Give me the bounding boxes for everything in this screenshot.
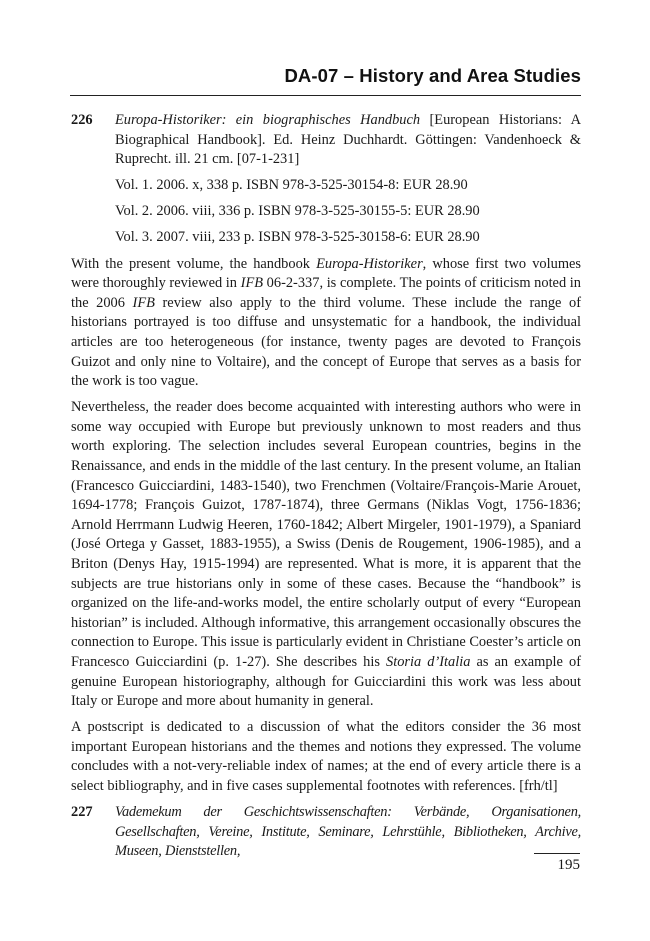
- entry-226: [71, 111, 581, 248]
- page-number: 195: [557, 857, 580, 873]
- citation-details: [European Historians: A Biographical Handbook]. Ed. Heinz Duchhardt. Göttingen: Vandenhoeck & Ruprecht. ill. 21 cm. [07-1-231]: [115, 112, 581, 168]
- review-journal-ref: IFB: [132, 294, 155, 311]
- volume-line: Vol. 1. 2006. x, 338 p. ISBN 978-3-525-30154-8: EUR 28.90: [115, 177, 468, 194]
- section-title: DA-07 – History and Area Studies: [284, 65, 581, 86]
- review-paragraph: A postscript is dedicated to a discussion of what the editors consider the 36 most important European historians and the themes and notions they expressed. The volume concludes with a not-very-reliable index of names; at the end of every article there is a select bibliography, and in five cases supplemental footnotes with references. [frh/tl]: [71, 719, 581, 794]
- entry-227: [71, 803, 581, 862]
- page-content: [71, 111, 581, 862]
- review-text: Nevertheless, the reader does become acquainted with interesting authors who were in some way occupied with Europe but previously unknown to most readers and thus worth exploring. The selection includes several European countries, begins in the Renaissance, and ends in the middle of the last century. In the present volume, an Italian (Francesco Guicciardini, 1483-1540), two Frenchmen (Voltaire/François-Marie Arouet, 1694-1778; François Guizot, 1787-1874), three Germans (Niklas Vogt, 1756-1836; Arnold Herrmann Ludwig Heeren, 1760-1842; Albert Mirgeler, 1901-1979), a Spaniard (José Ortega y Gasset, 1883-1955), a Swiss (Denis de Rougement, 1906-1985), and a Briton (Denys Hay, 1915-1994) are represented. What is more, it is apparent that the subjects are true historians only in some of these cases. Because the “handbook” is organized on the life-and-works model, the entire scholarly output of every “European historian” is included. Although informative, this arrangement occasionally obscures the connection to Europe. This issue is particularly evident in Christiane Coester’s article on Francesco Guicciardini (p. 1-27). She describes his: [71, 399, 581, 670]
- running-head: [70, 65, 581, 87]
- citation-title: Europa-Historiker: ein biographisches Handbuch: [115, 112, 421, 128]
- review-title-ref: Europa-Historiker: [316, 255, 423, 272]
- review-text: review also apply to the third volume. These include the range of historians portrayed is too diffuse and unsystematic for a handbook, the individual articles are too heterogeneous (for instance, twenty pages are devoted to François Guizot and only nine to Voltaire), and the concept of Europe that serves as a basis for the work is too vague.: [71, 294, 581, 390]
- review-text: as an example of genuine European historiography, although for Guicciardini this work was less about Italy or Europe and more about humanity in general.: [71, 653, 581, 710]
- review-title-ref: Storia d’Italia: [386, 653, 471, 670]
- review-paragraph: [71, 255, 581, 392]
- entry-number: 227: [71, 804, 93, 821]
- citation: [115, 111, 581, 170]
- entry-title: Vademekum der Geschichtswissenschaften: Verbände, Organisationen, Gesellschaften, Vereine, Institute, Seminare, Lehrstühle, Bibliotheken, Archive, Museen, Dienststellen,: [115, 804, 581, 860]
- review-paragraph: [71, 398, 581, 712]
- review-journal-ref: IFB: [240, 275, 264, 292]
- header-rule: [70, 95, 581, 96]
- entry-number: 226: [71, 112, 93, 128]
- volume-line: Vol. 2. 2006. viii, 336 p. ISBN 978-3-525-30155-5: EUR 28.90: [115, 203, 480, 220]
- review-text: With the present volume, the handbook: [71, 255, 317, 272]
- entry-body: [115, 111, 581, 248]
- review-text: , whose first two volumes were thoroughly reviewed in: [71, 255, 581, 292]
- volume-line: Vol. 3. 2007. viii, 233 p. ISBN 978-3-525-30158-6: EUR 28.90: [115, 229, 480, 246]
- footer-rule: [534, 853, 580, 854]
- review-text: 06-2-337, is complete. The points of criticism noted in the 2006: [71, 275, 581, 311]
